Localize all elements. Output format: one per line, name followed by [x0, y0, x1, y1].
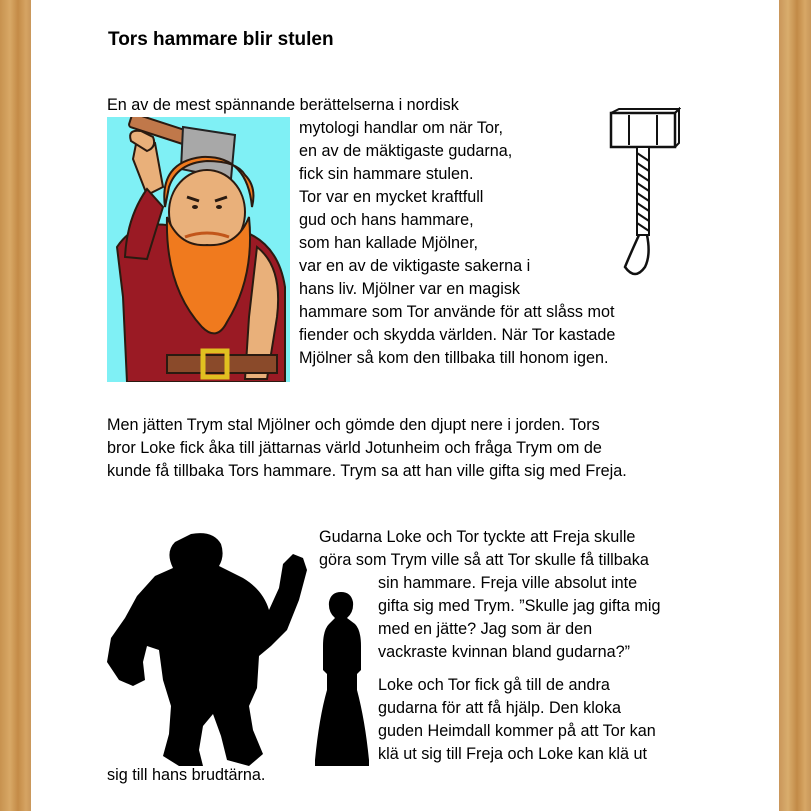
document-page: [31, 0, 779, 811]
intro-line: En av de mest spännande berättelserna i nordisk: [107, 96, 459, 114]
thor-illustration: [107, 117, 290, 382]
text-line: gudarna för att få hjälp. Den kloka: [378, 699, 621, 717]
text-line: gud och hans hammare,: [299, 211, 474, 229]
text-line: var en av de viktigaste sakerna i: [299, 257, 531, 275]
mjolner-hammer-illustration: [605, 107, 681, 282]
text-line: guden Heimdall kommer på att Tor kan: [378, 722, 656, 740]
text-line: bror Loke fick åka till jättarnas värld Jotunheim och fråga Trym om de: [107, 439, 602, 457]
text-line: med en jätte? Jag som är den: [378, 620, 593, 638]
text-line: hammare som Tor använde för att slåss mot: [299, 303, 615, 321]
text-line: sig till hans brudtärna.: [107, 766, 266, 784]
text-line: fick sin hammare stulen.: [299, 165, 474, 183]
page-title: Tors hammare blir stulen: [108, 29, 334, 50]
text-line: hans liv. Mjölner var en magisk: [299, 280, 521, 298]
text-line: kunde få tillbaka Tors hammare. Trym sa att han ville gifta sig med Freja.: [107, 462, 627, 480]
text-line: som han kallade Mjölner,: [299, 234, 479, 252]
text-line: Tor var en mycket kraftfull: [299, 188, 484, 206]
text-line: gifta sig med Trym. ”Skulle jag gifta mig: [378, 597, 661, 615]
text-line: Gudarna Loke och Tor tyckte att Freja skulle: [319, 528, 636, 546]
text-line: vackraste kvinnan bland gudarna?”: [378, 643, 630, 661]
giant-silhouette: [103, 530, 309, 768]
text-line: en av de mäktigaste gudarna,: [299, 142, 513, 160]
text-line: Men jätten Trym stal Mjölner och gömde den djupt nere i jorden. Tors: [107, 416, 600, 434]
text-line: sin hammare. Freja ville absolut inte: [378, 574, 638, 592]
text-line: mytologi handlar om när Tor,: [299, 119, 503, 137]
text-line: göra som Trym ville så att Tor skulle få tillbaka: [319, 551, 649, 569]
text-line: Loke och Tor fick gå till de andra: [378, 676, 610, 694]
wood-border-right: [779, 0, 811, 811]
text-line: fiender och skydda världen. När Tor kastade: [299, 326, 616, 344]
text-line: Mjölner så kom den tillbaka till honom igen.: [299, 349, 609, 367]
text-line: klä ut sig till Freja och Loke kan klä ut: [378, 745, 648, 763]
woman-silhouette: [313, 590, 371, 768]
